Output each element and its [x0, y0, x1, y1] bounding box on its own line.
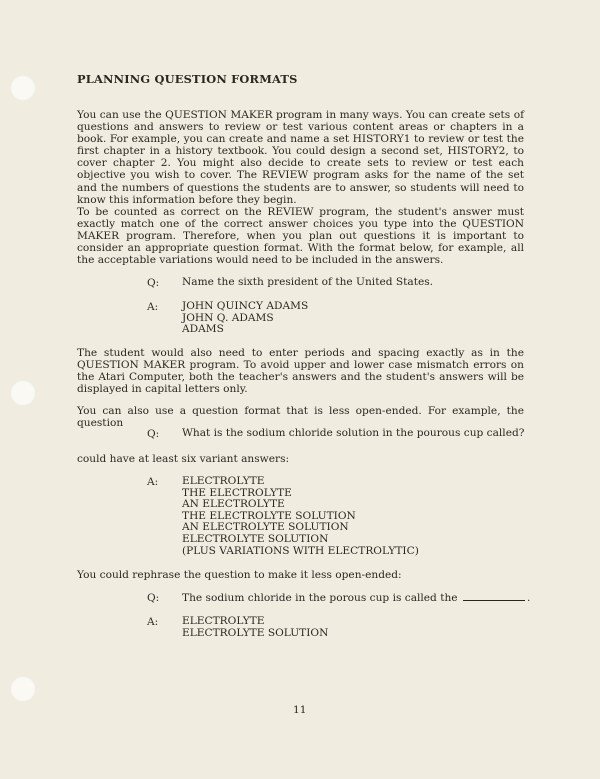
binder-hole [10, 676, 36, 702]
example-question: Name the sixth president of the United States. [182, 276, 434, 288]
answer-list [182, 301, 308, 336]
answer-item: THE ELECTROLYTE SOLUTION [182, 509, 356, 522]
question-label: Q: [147, 592, 160, 604]
answer-item: ELECTROLYTE SOLUTION [182, 532, 329, 545]
answer-item: THE ELECTROLYTE [182, 486, 292, 499]
section-heading: PLANNING QUESTION FORMATS [77, 72, 298, 86]
answer-label: A: [147, 476, 159, 488]
question-label: Q: [147, 277, 160, 289]
binder-hole [10, 75, 36, 101]
answer-label: A: [147, 616, 159, 628]
binder-hole [10, 380, 36, 406]
answer-item: AN ELECTROLYTE SOLUTION [182, 521, 349, 534]
example-question: What is the sodium chloride solution in the pourous cup called? [182, 427, 525, 439]
matching-paragraph: To be counted as correct on the REVIEW program, the student's answer must exactly match one of the correct answer choices you type into the QUESTION MAKER program. Therefore, when you plan out questions it is important to consider an appropriate question format. With the format below, for example, all the acceptable variations would need to be included in the answers. [77, 206, 524, 267]
case-paragraph: The student would also need to enter periods and spacing exactly as in the QUESTION MAKER program. To avoid upper and lower case mismatch errors on the Atari Computer, both the teacher's answers and the student's answers will be displayed in capital letters only. [77, 347, 524, 396]
answer-item: JOHN QUINCY ADAMS [182, 300, 309, 312]
question-end: . [526, 592, 531, 604]
example-question [182, 592, 530, 605]
page-number: 11 [293, 704, 307, 716]
answer-item: ELECTROLYTE [182, 475, 265, 487]
intro-paragraph: You can use the QUESTION MAKER program in many ways. You can create sets of questions and answers to review or test various content areas or chapters in a book. For example, you can create and name a set HISTORY1 to review or test the first chapter in a history textbook. You could design a second set, HISTORY2, to cover chapter 2. You might also decide to create sets to review or test each objective you wish to cover. The REVIEW program asks for the name of the set and the numbers of questions the students are to answer, so students will need to know this information before they begin. [77, 109, 524, 206]
answer-item: JOHN Q. ADAMS [182, 311, 274, 324]
open-ended-paragraph: You can also use a question format that is less open-ended. For example, the question [77, 405, 524, 430]
answer-list [182, 616, 328, 639]
variants-paragraph: could have at least six variant answers: [77, 453, 290, 465]
rephrase-paragraph: You could rephrase the question to make it less open-ended: [77, 569, 402, 581]
question-label: Q: [147, 428, 160, 440]
answer-item: ELECTROLYTE [182, 615, 265, 627]
answer-label: A: [147, 301, 159, 313]
answer-item: AN ELECTROLYTE [182, 498, 285, 511]
answer-item: ADAMS [182, 323, 224, 336]
answer-item: (PLUS VARIATIONS WITH ELECTROLYTIC) [182, 544, 419, 557]
fill-in-blank [463, 592, 525, 601]
answer-item: ELECTROLYTE SOLUTION [182, 626, 329, 639]
question-text: The sodium chloride in the porous cup is called the [182, 592, 458, 604]
answer-list [182, 476, 419, 557]
